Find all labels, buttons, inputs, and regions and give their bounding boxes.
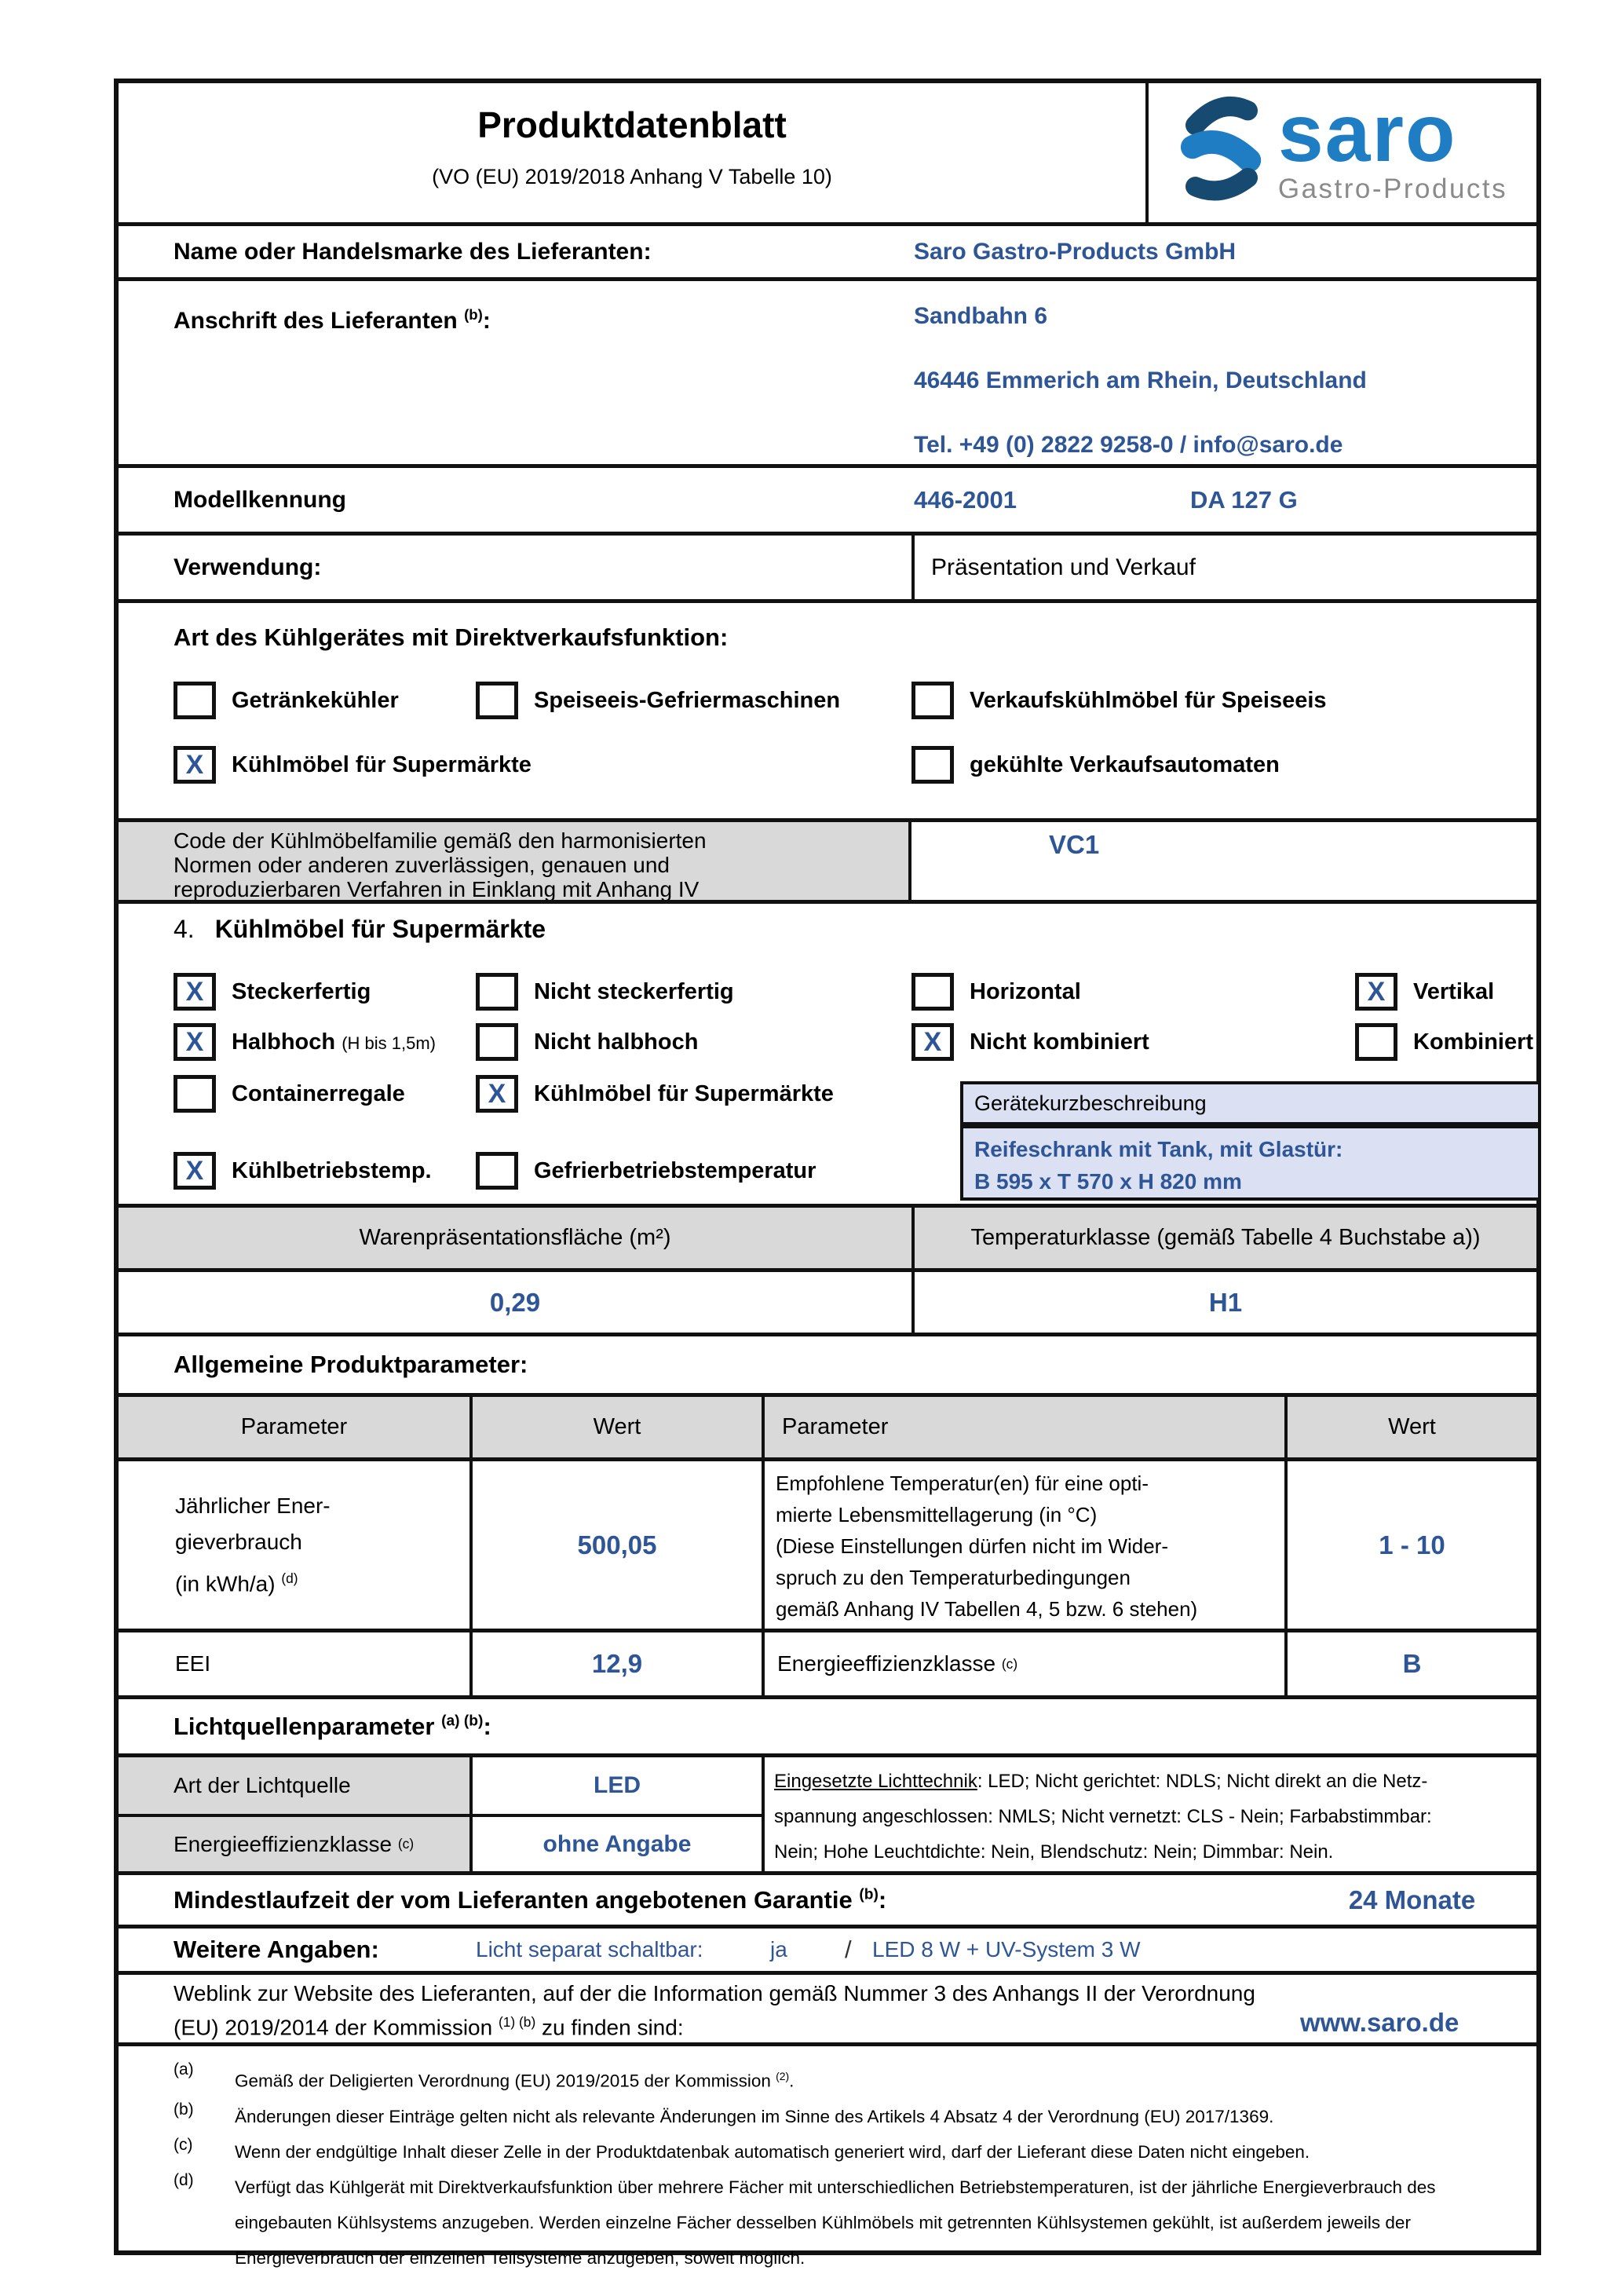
footnote-marker: (c) (174, 2135, 193, 2154)
footnote-d: (d) Verfügt das Kühlgerät mit Direktverkaufsfunktion über mehrere Fächer mit unterschiedlichen Betriebstemperaturen, ist der jährliche Energieverbrauch des eingebauten Kühlsystems anzugeben. Werden einzelne Fächer desselben Kühlmöbels mit getrennten Kühlsystemen gekühlt, ist außerdem jeweils der Energieverbrauch der einzelnen Teilsysteme anzugeben, soweit möglich. (174, 2170, 1436, 2268)
supermarket-cabinet-section (119, 900, 1536, 1204)
checkbox-box[interactable]: X (911, 1023, 954, 1061)
col-header-parameter-1: Parameter (119, 1397, 473, 1457)
separator-slash: / (845, 1936, 852, 1963)
weblink-line1: Weblink zur Website des Lieferanten, auf der die Information gemäß Nummer 3 des Anhangs II der Verordnung (174, 1981, 1255, 2005)
checkbox-label: Kühlbetriebstemp. (232, 1157, 432, 1183)
family-code-value: VC1 (1049, 830, 1100, 859)
additional-info-label: Weitere Angaben: (174, 1936, 379, 1963)
saro-logo-icon (1178, 89, 1266, 217)
display-area-header-row (119, 1204, 1536, 1268)
col-header-wert-1: Wert (473, 1397, 765, 1457)
footnote-marker: (b) (174, 2100, 194, 2119)
family-code-row (119, 818, 1536, 900)
light-switchable-label: Licht separat schaltbar: (476, 1937, 703, 1961)
model-label: Modellkennung (174, 486, 346, 513)
general-parameters-heading: Allgemeine Produktparameter: (174, 1351, 528, 1378)
checkbox-box[interactable]: X (476, 1075, 518, 1113)
checkbox-box[interactable] (476, 682, 518, 719)
warranty-row (119, 1871, 1536, 1925)
address-line-city: 46446 Emmerich am Rhein, Deutschland (914, 367, 1367, 393)
checkbox-gekuehlte-verkaufsautomaten[interactable] (911, 746, 1280, 784)
general-parameters-heading-row (119, 1333, 1536, 1393)
checkbox-label: Nicht steckerfertig (534, 978, 734, 1004)
model-number: 446-2001 (914, 485, 1017, 514)
light-source-table (119, 1753, 1536, 1871)
checkbox-label: gekühlte Verkaufsautomaten (970, 751, 1280, 777)
warranty-value: 24 Monate (1348, 1885, 1476, 1914)
family-code-label: Code der Kühlmöbelfamilie gemäß den harmonisierten Normen oder anderen zuverlässigen, genauen und reproduzierbaren Verfahren in Einklang mit Anhang IV (119, 822, 911, 900)
footnote-c: (c) Wenn der endgültige Inhalt dieser Zelle in der Produktdatenbak automatisch generiert wird, darf der Lieferant diese Daten nicht eingeben. (174, 2135, 1310, 2162)
eei-row (119, 1629, 1536, 1695)
checkbox-label: Vertikal (1413, 978, 1495, 1004)
checkbox-box[interactable] (911, 682, 954, 719)
checkbox-label: Kühlmöbel für Supermärkte (232, 751, 532, 777)
usage-value: Präsentation und Verkauf (931, 554, 1196, 580)
device-description-line2: B 595 x T 570 x H 820 mm (974, 1169, 1242, 1194)
light-source-values (473, 1757, 765, 1871)
col-header-wert-2: Wert (1388, 1414, 1436, 1439)
section4-heading: 4. Kühlmöbel für Supermärkte (174, 915, 546, 943)
weblink-line2: (EU) 2019/2014 der Kommission $^{(1) (b)}$ zu finden sind: (174, 2014, 684, 2040)
footnote-marker: (a) (174, 2060, 194, 2078)
checkbox-halbhoch[interactable] (174, 1023, 436, 1061)
additional-info-row (119, 1925, 1536, 1971)
supplier-address-label: Anschrift des Lieferanten $^{(b)}$: (174, 306, 491, 334)
checkbox-label: Nicht kombiniert (970, 1029, 1149, 1055)
usage-label: Verwendung: (174, 554, 322, 580)
checkbox-nicht-steckerfertig[interactable] (476, 973, 734, 1011)
display-area-value: 0,29 (489, 1287, 541, 1317)
address-line-street: Sandbahn 6 (914, 303, 1048, 329)
checkbox-nicht-halbhoch[interactable] (476, 1023, 698, 1061)
checkbox-box[interactable] (174, 682, 216, 719)
light-efficiency-label: Energieeffizienzklasse (c) (119, 1817, 469, 1871)
checkbox-label: Containerregale (232, 1080, 405, 1106)
checkbox-steckerfertig[interactable] (174, 973, 371, 1011)
checkbox-verkaufskuehlmoebel-speiseeis[interactable] (911, 682, 1327, 719)
eei-label-cell: EEI (119, 1632, 473, 1695)
header-row (119, 83, 1536, 222)
model-code: DA 127 G (1190, 485, 1298, 514)
checkbox-box[interactable] (1355, 1023, 1397, 1061)
checkbox-box[interactable]: X (174, 973, 216, 1011)
display-area-label: Warenpräsentationsfläche (m²) (359, 1225, 671, 1250)
checkbox-label: Horizontal (970, 978, 1081, 1004)
checkbox-box[interactable] (476, 1152, 518, 1190)
weblink-row (119, 1971, 1536, 2042)
checkbox-label: Steckerfertig (232, 978, 371, 1004)
energy-consumption-row (119, 1457, 1536, 1629)
eei-value-cell: 12,9 (473, 1632, 765, 1695)
page-title: Produktdatenblatt (477, 104, 787, 145)
checkbox-gefrierbetriebstemperatur[interactable] (476, 1152, 816, 1190)
device-description-line1: Reifeschrank mit Tank, mit Glastür: (974, 1137, 1343, 1161)
checkbox-box[interactable]: X (1355, 973, 1397, 1011)
supplier-address-row (119, 277, 1536, 464)
model-row (119, 464, 1536, 532)
checkbox-kombiniert[interactable] (1355, 1023, 1533, 1061)
usage-divider (911, 536, 915, 599)
efficiency-class-label-cell: Energieeffizienzklasse (c) (765, 1632, 1288, 1695)
checkbox-nicht-kombiniert[interactable] (911, 1023, 1149, 1061)
checkbox-label: Speiseeis-Gefriermaschinen (534, 687, 841, 713)
temperature-range-cell (1288, 1461, 1536, 1629)
parameters-table-header (119, 1393, 1536, 1457)
footnotes-section (119, 2042, 1536, 2276)
checkbox-box[interactable] (174, 1075, 216, 1113)
checkbox-kuehlmoebel-supermaerkte[interactable] (174, 746, 532, 784)
energy-value-cell (473, 1461, 765, 1629)
supplier-name-value: Saro Gastro-Products GmbH (914, 238, 1237, 265)
checkbox-box[interactable]: X (174, 1152, 216, 1190)
usage-row (119, 532, 1536, 599)
light-source-labels (119, 1757, 473, 1871)
logo-tagline: Gastro-Products (1277, 174, 1508, 205)
checkbox-box[interactable]: X (174, 746, 216, 784)
light-type-value: LED (473, 1757, 762, 1817)
energy-parameter-cell: Jährlicher Ener- gieverbrauch (in kWh/a) $^{(d)}$ (119, 1461, 473, 1629)
checkbox-box[interactable] (476, 973, 518, 1011)
light-source-heading: Lichtquellenparameter $^{(a) (b)}$: (174, 1712, 491, 1740)
light-technology-note: Eingesetzte Lichttechnik: LED; Nicht gerichtet: NDLS; Nicht direkt an die Netz- spannung angeschlossen: NMLS; Nicht vernetzt: CLS - Nein; Farbabstimmbar: Nein; Hohe Leuchtdichte: Nein, Blendschutz: Nein; Dimmbar: Nein. (774, 1771, 1432, 1863)
checkbox-box[interactable] (911, 746, 954, 784)
checkbox-label: Verkaufskühlmöbel für Speiseeis (970, 687, 1327, 713)
address-line-contact: Tel. +49 (0) 2822 9258-0 / info@saro.de (914, 432, 1343, 458)
light-efficiency-value: ohne Angabe (542, 1830, 692, 1857)
checkbox-kuehlmoebel-supermaerkte-2[interactable] (476, 1075, 834, 1113)
checkbox-getraenkekuehler[interactable] (174, 682, 399, 719)
footnote-marker: (d) (174, 2170, 194, 2189)
checkbox-vertikal[interactable] (1355, 973, 1494, 1011)
checkbox-label: Kombiniert (1413, 1029, 1534, 1055)
supplier-name-label: Name oder Handelsmarke des Lieferanten: (174, 238, 652, 265)
temperature-class-label: Temperaturklasse (gemäß Tabelle 4 Buchstabe a)) (970, 1225, 1481, 1250)
checkbox-containerregale[interactable] (174, 1075, 405, 1113)
device-type-heading: Art des Kühlgerätes mit Direktverkaufsfunktion: (174, 623, 729, 651)
checkbox-label: Nicht halbhoch (534, 1029, 699, 1055)
col-header-parameter-2: Parameter (765, 1397, 1288, 1457)
footnote-b: (b) Änderungen dieser Einträge gelten nicht als relevante Änderungen im Sinne des Artikels 4 Absatz 4 der Verordnung (EU) 2017/1369. (174, 2100, 1274, 2126)
temperature-class-value: H1 (1208, 1287, 1243, 1317)
logo-wordmark (1277, 87, 1508, 205)
device-description-box (960, 1125, 1541, 1201)
recommended-temperature-cell: Empfohlene Temperatur(en) für eine opti- mierte Lebensmittellagerung (in °C) (Diese Einstellungen dürfen nicht im Wider- spruch zu den Temperaturbedingungen gemäß Anhang IV Tabellen 4, 5 bzw. 6 stehen) (765, 1461, 1288, 1629)
datasheet-table (114, 79, 1541, 2268)
checkbox-label: Kühlmöbel für Supermärkte (534, 1080, 834, 1106)
checkbox-box[interactable] (911, 973, 954, 1011)
device-type-section (119, 599, 1536, 818)
device-description-header: Gerätekurzbeschreibung (960, 1081, 1541, 1125)
checkbox-kuehlbetriebstemp[interactable] (174, 1152, 432, 1190)
light-power-detail: LED 8 W + UV-System 3 W (872, 1937, 1141, 1961)
warranty-label: Mindestlaufzeit der vom Lieferanten angebotenen Garantie $^{(b)}$: (174, 1885, 887, 1914)
logo-brand-text: saro (1277, 87, 1457, 179)
checkbox-horizontal[interactable] (911, 973, 1081, 1011)
light-switchable-value: ja (770, 1937, 787, 1961)
footnote-a: (a) Gemäß der Deligierten Verordnung (EU) 2019/2015 der Kommission $^{(2)}$. (174, 2060, 795, 2091)
display-area-value-row (119, 1268, 1536, 1333)
logo-cell (1145, 83, 1536, 222)
checkbox-speiseeis-gefriermaschinen[interactable] (476, 682, 840, 719)
checkbox-label: Getränkekühler (232, 687, 399, 713)
supplier-name-row (119, 222, 1536, 277)
annual-energy-value: 500,05 (577, 1530, 657, 1559)
temperature-range-value: 1 - 10 (1379, 1530, 1445, 1559)
light-type-label: Art der Lichtquelle (119, 1757, 469, 1817)
efficiency-class-value-cell: B (1402, 1649, 1422, 1678)
supplier-website-link[interactable]: www.saro.de (1300, 2008, 1459, 2037)
page-subtitle: (VO (EU) 2019/2018 Anhang V Tabelle 10) (432, 165, 832, 188)
checkbox-box[interactable]: X (174, 1023, 216, 1061)
light-source-heading-row (119, 1695, 1536, 1753)
checkbox-label: Gefrierbetriebstemperatur (534, 1157, 816, 1183)
checkbox-label: Halbhoch (H bis 1,5m) (232, 1029, 436, 1055)
checkbox-box[interactable] (476, 1023, 518, 1061)
title-block (119, 104, 1145, 189)
